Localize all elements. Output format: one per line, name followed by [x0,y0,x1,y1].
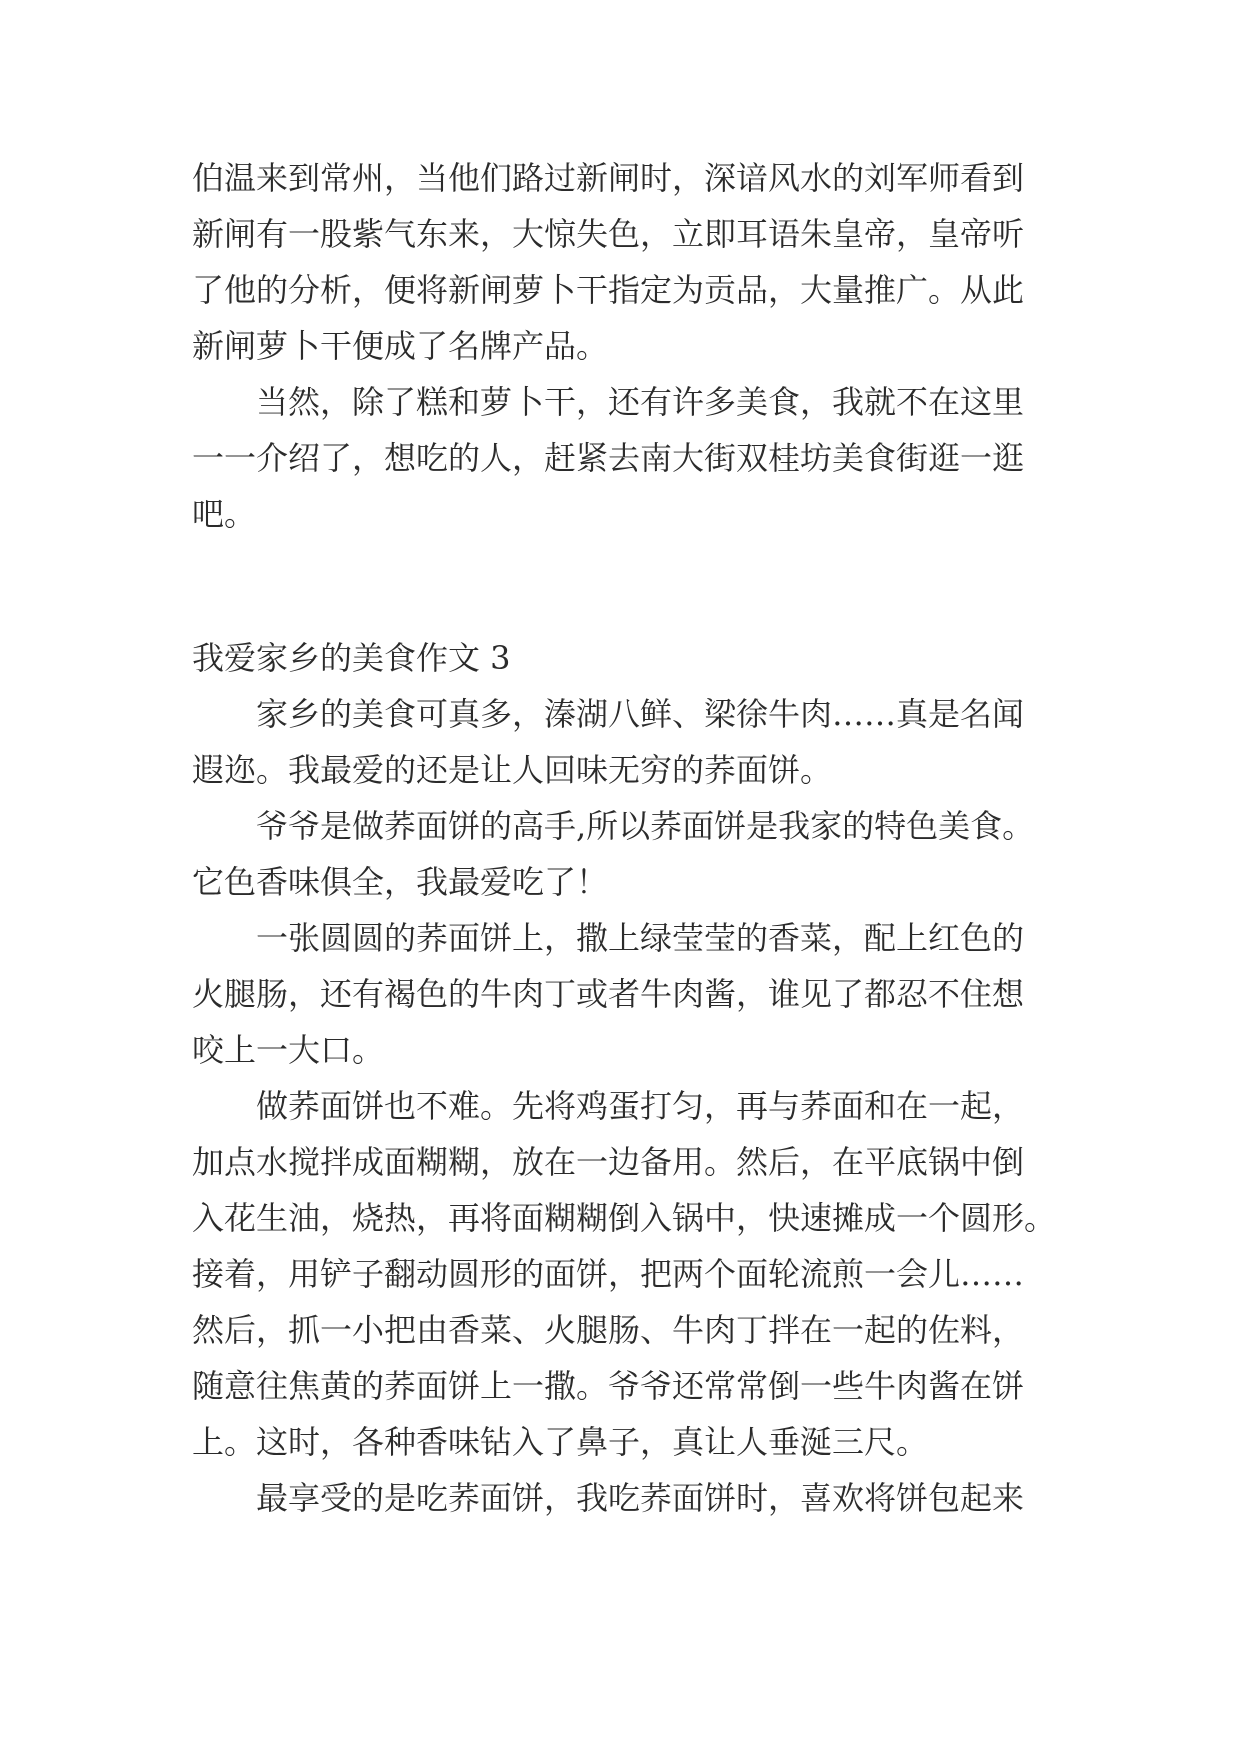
document-body [192,150,1072,1526]
text-line: 最享受的是吃荞面饼，我吃荞面饼时，喜欢将饼包起来 [256,1479,1025,1517]
text-line: 然后，抓一小把由香菜、火腿肠、牛肉丁拌在一起的佐料， [192,1311,1025,1349]
paragraph [192,910,1072,1078]
text-line: 一一介绍了，想吃的人，赶紧去南大街双桂坊美食街逛一逛 [192,439,1025,477]
text-line: 吧。 [192,495,257,533]
text-line: 伯温来到常州，当他们路过新闸时，深谙风水的刘军师看到 [192,159,1025,197]
text-line: 了他的分析，便将新闸萝卜干指定为贡品，大量推广。从此 [192,271,1025,309]
text-line: 一张圆圆的荞面饼上，撒上绿莹莹的香菜，配上红色的 [256,919,1025,957]
text-line: 当然，除了糕和萝卜干，还有许多美食，我就不在这里 [256,383,1025,421]
paragraph [192,1470,1072,1526]
text-line: 新闸萝卜干便成了名牌产品。 [192,327,609,365]
text-line: 加点水搅拌成面糊糊，放在一边备用。然后，在平底锅中倒 [192,1143,1025,1181]
text-line: 新闸有一股紫气东来，大惊失色，立即耳语朱皇帝，皇帝听 [192,215,1025,253]
paragraph [192,686,1072,798]
text-line: 火腿肠，还有褐色的牛肉丁或者牛肉酱，谁见了都忍不住想 [192,975,1025,1013]
text-line: 随意往焦黄的荞面饼上一撒。爷爷还常常倒一些牛肉酱在饼 [192,1367,1025,1405]
text-line: 爷爷是做荞面饼的高手,所以荞面饼是我家的特色美食。 [256,807,1035,845]
text-line: 遐迩。我最爱的还是让人回味无穷的荞面饼。 [192,751,833,789]
section-title: 我爱家乡的美食作文 3 [192,639,511,677]
text-line: 家乡的美食可真多，溱湖八鲜、梁徐牛肉……真是名闻 [256,695,1025,733]
paragraph [192,374,1072,542]
text-line: 接着，用铲子翻动圆形的面饼，把两个面轮流煎一会儿…… [192,1255,1025,1293]
text-line: 上。这时，各种香味钻入了鼻子，真让人垂涎三尺。 [192,1423,929,1461]
paragraph-continuation [192,150,1072,374]
paragraph [192,798,1072,910]
text-line: 咬上一大口。 [192,1031,385,1069]
paragraph [192,1078,1072,1470]
text-line: 入花生油，烧热，再将面糊糊倒入锅中，快速摊成一个圆形。 [192,1199,1057,1237]
section-spacer [192,542,1072,630]
text-line: 做荞面饼也不难。先将鸡蛋打匀，再与荞面和在一起， [256,1087,1025,1125]
text-line: 它色香味俱全，我最爱吃了！ [192,863,609,901]
